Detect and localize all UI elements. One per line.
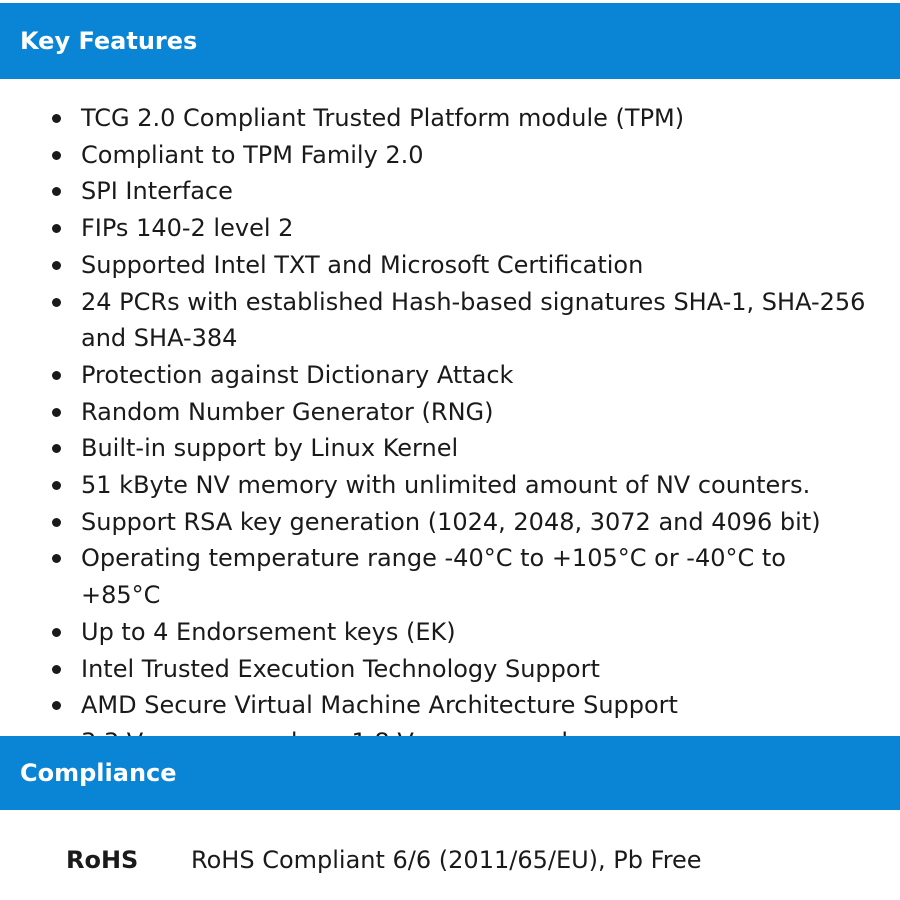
list-item-text: TCG 2.0 Compliant Trusted Platform module (TPM) [81,104,685,132]
compliance-row-rohs [0,838,900,882]
list-item [0,100,900,137]
list-item [0,284,900,357]
bullet-icon [52,701,61,710]
bullet-icon [52,151,61,160]
list-item [0,357,900,394]
list-item-text: Intel Trusted Execution Technology Support [81,654,600,683]
bullet-icon [52,628,61,637]
list-item [0,173,900,210]
bullet-icon [52,554,61,563]
list-item [0,394,900,431]
list-item-text: FIPs 140-2 level 2 [81,214,294,243]
list-item-text: Operating temperature range -40°C to +105°C or -40°C to +85°C [81,544,786,610]
key-features-header [0,3,900,79]
list-item [0,467,900,504]
list-item [0,210,900,247]
list-item-text: 24 PCRs with established Hash-based signatures SHA-1, SHA-256 and SHA-384 [81,287,866,353]
bullet-icon [52,187,61,196]
bullet-icon [52,481,61,490]
list-item-text: SPI Interface [81,177,233,206]
list-item-text: Compliant to TPM Family 2.0 [81,140,424,169]
list-item [0,504,900,541]
list-item-text: Protection against Dictionary Attack [81,360,514,389]
bullet-icon [52,408,61,417]
compliance-label: RoHS [66,846,139,874]
bullet-icon [52,444,61,453]
key-features-list [0,100,900,761]
list-item [0,430,900,467]
list-item-text: Up to 4 Endorsement keys (EK) [81,617,456,646]
list-item [0,247,900,284]
bullet-icon [52,665,61,674]
bullet-icon [52,261,61,270]
key-features-title: Key Features [20,27,198,55]
compliance-header [0,736,900,810]
bullet-icon [52,298,61,307]
list-item-text: Random Number Generator (RNG) [81,397,494,426]
compliance-value: RoHS Compliant 6/6 (2011/65/EU), Pb Free [191,846,702,874]
bullet-icon [52,518,61,527]
list-item [0,651,900,688]
list-item-text: AMD Secure Virtual Machine Architecture Support [81,691,678,720]
list-item-text: Support RSA key generation (1024, 2048, 3072 and 4096 bit) [81,507,821,536]
list-item [0,614,900,651]
list-item [0,687,900,724]
list-item [0,540,900,613]
bullet-icon [52,114,61,123]
bullet-icon [52,224,61,233]
bullet-icon [52,371,61,380]
list-item-text: 51 kByte NV memory with unlimited amount of NV counters. [81,471,811,500]
list-item [0,137,900,174]
list-item-text: Built-in support by Linux Kernel [81,434,459,463]
list-item-text: Supported Intel TXT and Microsoft Certification [81,250,644,279]
compliance-title: Compliance [20,759,177,787]
